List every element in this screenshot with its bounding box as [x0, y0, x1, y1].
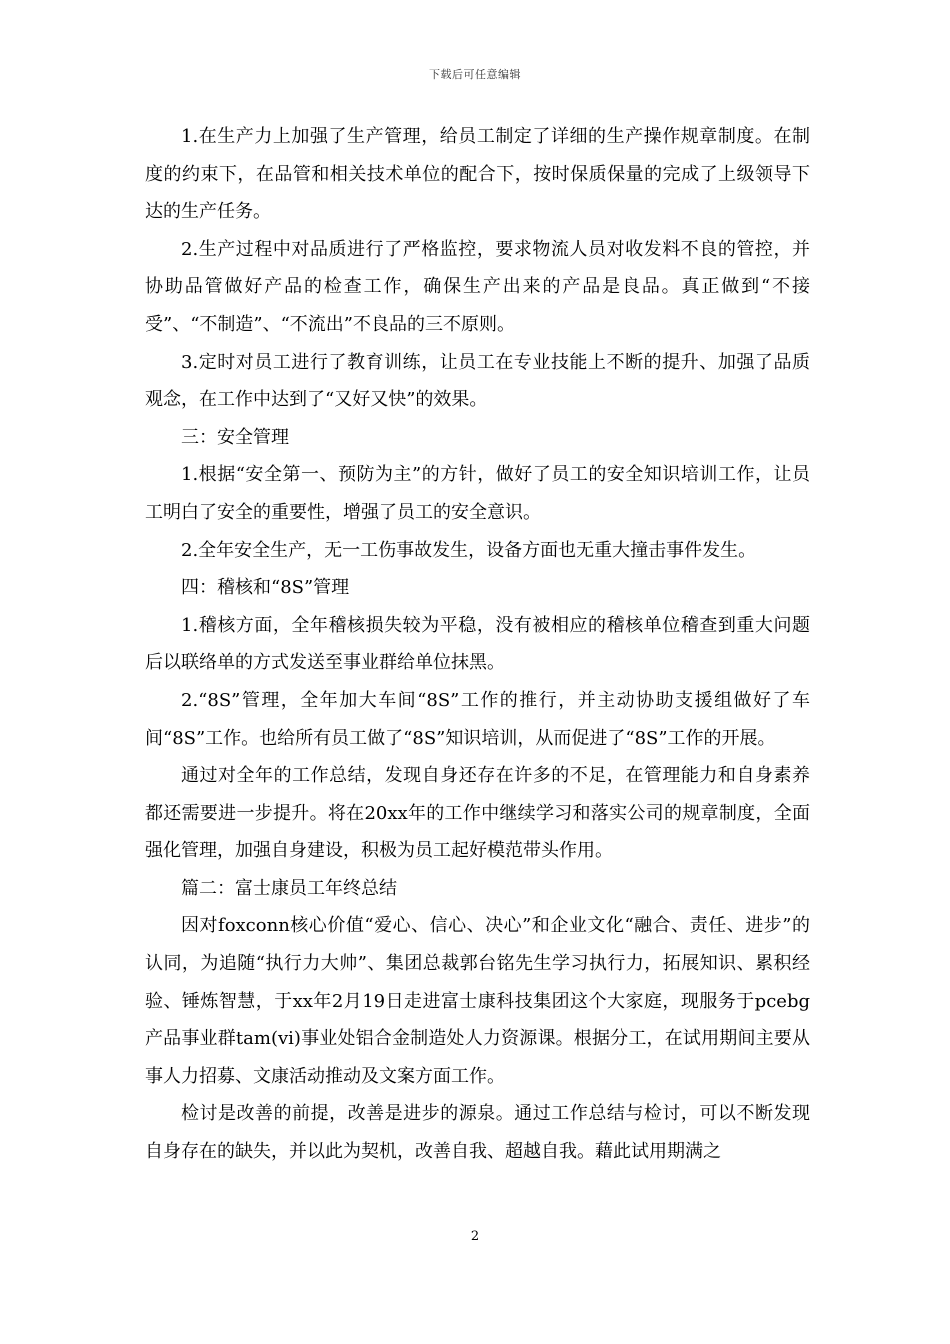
section-heading: 三：安全管理	[181, 426, 289, 448]
paragraph: 1.根据“安全第一、预防为主”的方针，做好了员工的安全知识培训工作，让员工明白了安全的重要性，增强了员工的安全意识。	[145, 464, 810, 523]
document-body	[145, 118, 810, 1171]
paragraph: 通过对全年的工作总结，发现自身还存在许多的不足，在管理能力和自身素养都还需要进一步提升。将在20xx年的工作中继续学习和落实公司的规章制度，全面强化管理，加强自身建设，积极为员工起好模范带头作用。	[145, 765, 810, 862]
page-header: 下载后可任意编辑	[429, 68, 521, 81]
paragraph: 检讨是改善的前提，改善是进步的源泉。通过工作总结与检讨，可以不断发现自身存在的缺失，并以此为契机，改善自我、超越自我。藉此试用期满之	[145, 1103, 810, 1163]
paragraph: 2.“8S”管理，全年加大车间“8S”工作的推行，并主动协助支援组做好了车间“8S”工作。也给所有员工做了“8S”知识培训，从而促进了“8S”工作的开展。	[145, 689, 810, 749]
section-heading: 篇二：富士康员工年终总结	[181, 877, 397, 899]
section-heading: 四：稽核和“8S”管理	[181, 577, 350, 599]
paragraph: 1.在生产力上加强了生产管理，给员工制定了详细的生产操作规章制度。在制度的约束下，在品管和相关技术单位的配合下，按时保质保量的完成了上级领导下达的生产任务。	[145, 126, 810, 223]
paragraph: 3.定时对员工进行了教育训练，让员工在专业技能上不断的提升、加强了品质观念，在工作中达到了“又好又快”的效果。	[145, 351, 810, 411]
paragraph: 1.稽核方面，全年稽核损失较为平稳，没有被相应的稽核单位稽查到重大问题后以联络单的方式发送至事业群给单位抹黑。	[145, 614, 810, 674]
paragraph: 因对foxconn核心价值“爱心、信心、决心”和企业文化“融合、责任、进步”的认同，为追随“执行力大帅”、集团总裁郭台铭先生学习执行力，拓展知识、累积经验、锤炼智慧，于xx年2月19日走进富士康科技集团这个大家庭，现服务于pcebg产品事业群tam(vi)事业处铝合金制造处人力资源课。根据分工，在试用期间主要从事人力招募、文康活动推动及文案方面工作。	[145, 915, 810, 1087]
paragraph: 2.生产过程中对品质进行了严格监控，要求物流人员对收发料不良的管控，并协助品管做好产品的检查工作，确保生产出来的产品是良品。真正做到“不接受”、“不制造”、“不流出”不良品的三不原则。	[145, 238, 810, 335]
page-number: 2	[470, 1229, 480, 1244]
paragraph: 2.全年安全生产，无一工伤事故发生，设备方面也无重大撞击事件发生。	[181, 539, 757, 561]
